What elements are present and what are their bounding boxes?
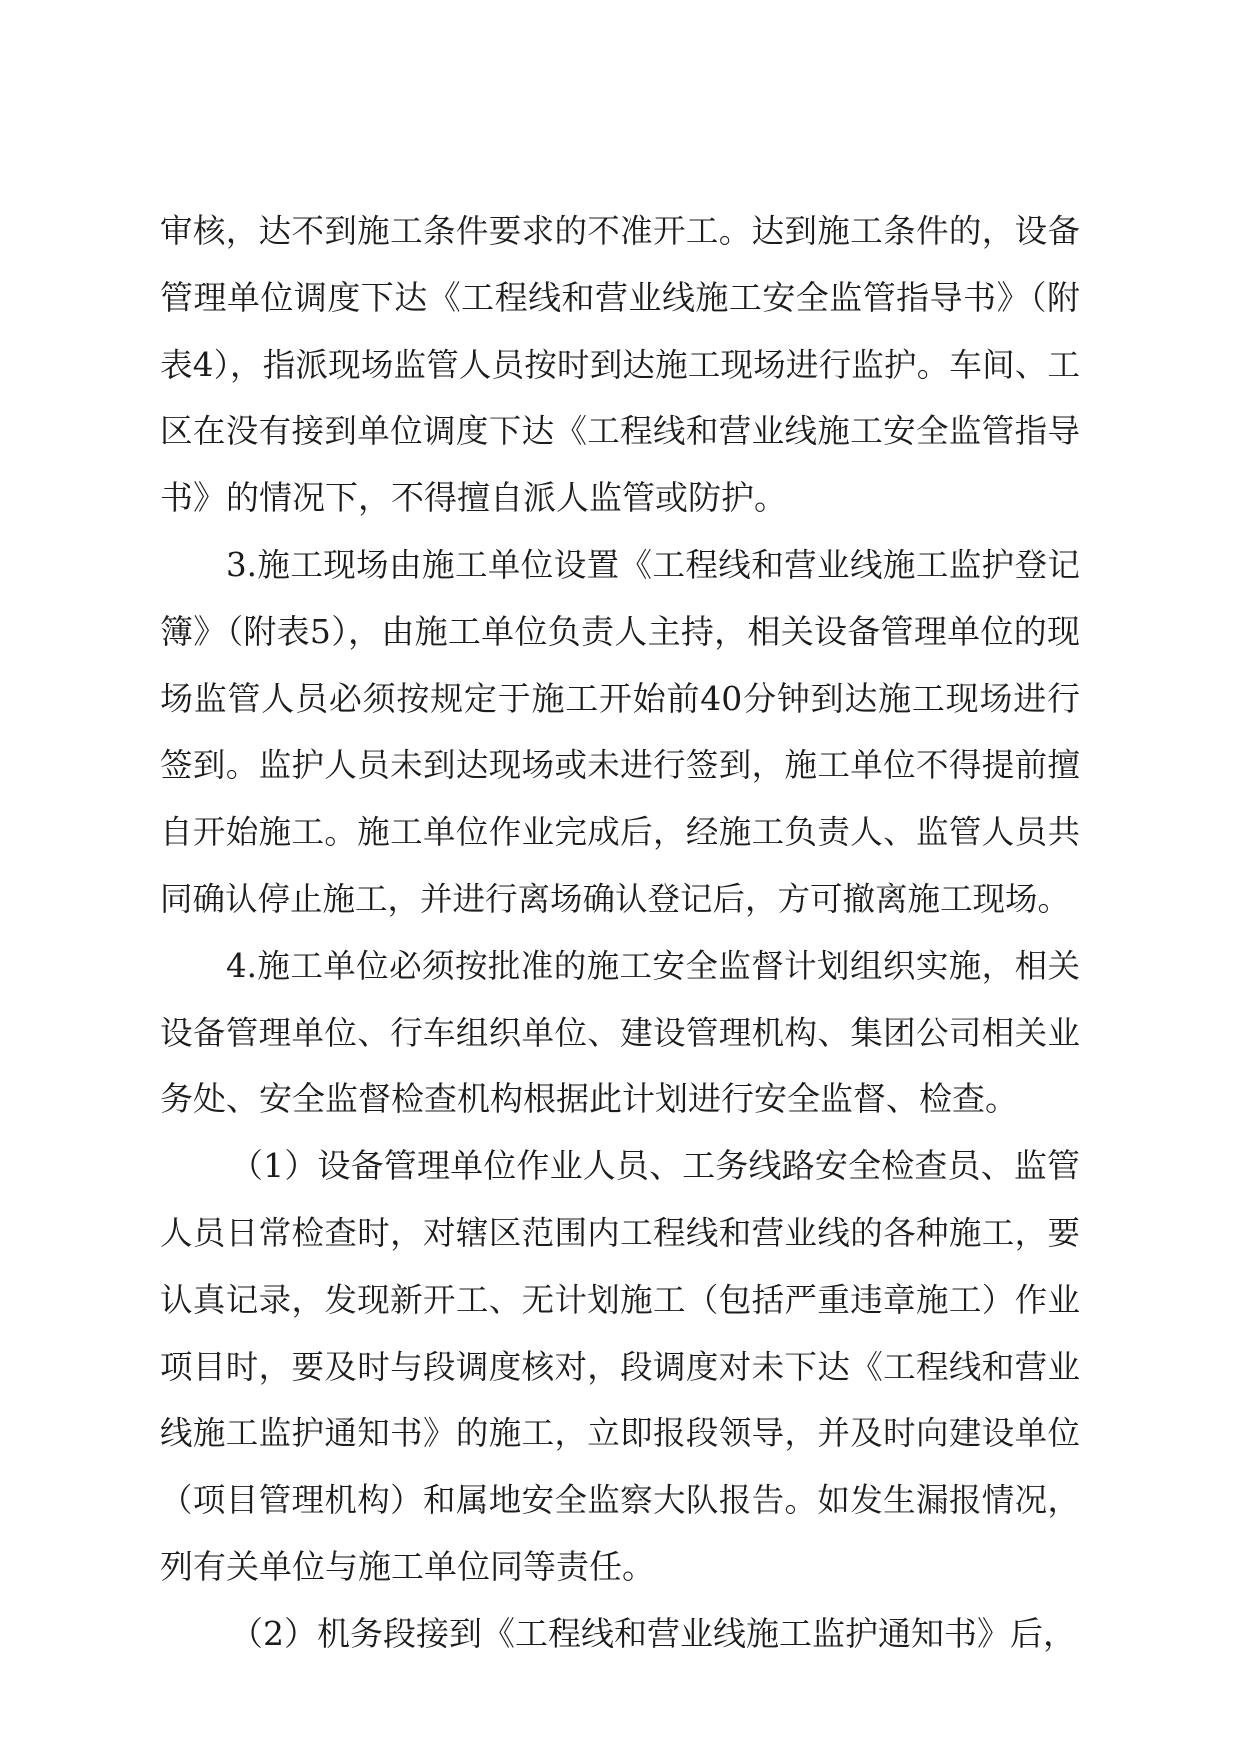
text-line: 务处、安全监督检查机构根据此计划进行安全监督、检查。 bbox=[160, 1079, 1018, 1119]
paragraph-start-line: （2）机务段接到《工程线和营业线施工监护通知书》后， bbox=[230, 1613, 1076, 1653]
paragraph-start-line: 3.施工现场由施工单位设置《工程线和营业线施工监护登记 bbox=[226, 545, 1080, 584]
text-line: 签到。监护人员未到达现场或未进行签到，施工单位不得提前擅 bbox=[160, 746, 1080, 785]
paragraph-start-line: 4.施工单位必须按批准的施工安全监督计划组织实施，相关 bbox=[226, 946, 1080, 985]
paragraph-start-line: （1）设备管理单位作业人员、工务线路安全检查员、监管 bbox=[230, 1146, 1080, 1186]
text-line: 设备管理单位、行车组织单位、建设管理机构、集团公司相关业 bbox=[160, 1013, 1080, 1052]
text-line: 场监管人员必须按规定于施工开始前40分钟到达施工现场进行 bbox=[160, 678, 1080, 718]
text-line: 表4），指派现场监管人员按时到达施工现场进行监护。车间、工 bbox=[160, 345, 1080, 384]
text-line: 项目时，要及时与段调度核对，段调度对未下达《工程线和营业 bbox=[160, 1347, 1080, 1386]
text-line: （项目管理机构）和属地安全监察大队报告。如发生漏报情况， bbox=[160, 1481, 1080, 1520]
document-body bbox=[160, 198, 1080, 1668]
text-line: 书》的情况下，不得擅自派人监管或防护。 bbox=[160, 478, 787, 518]
text-line: 审核，达不到施工条件要求的不准开工。达到施工条件的，设备 bbox=[160, 212, 1080, 250]
text-line: 簿》（附表5），由施工单位负责人主持，相关设备管理单位的现 bbox=[160, 611, 1080, 651]
text-line: 区在没有接到单位调度下达《工程线和营业线施工安全监管指导 bbox=[160, 412, 1080, 451]
text-line: 线施工监护通知书》的施工，立即报段领导，并及时向建设单位 bbox=[160, 1414, 1080, 1453]
text-line: 同确认停止施工，并进行离场确认登记后，方可撤离施工现场。 bbox=[160, 879, 1071, 918]
text-line: 管理单位调度下达《工程线和营业线施工安全监管指导书》（附 bbox=[160, 277, 1080, 317]
text-line: 自开始施工。施工单位作业完成后，经施工负责人、监管人员共 bbox=[160, 813, 1080, 852]
text-line: 人员日常检查时，对辖区范围内工程线和营业线的各种施工，要 bbox=[160, 1213, 1080, 1252]
text-line: 认真记录，发现新开工、无计划施工（包括严重违章施工）作业 bbox=[160, 1280, 1080, 1319]
text-line: 列有关单位与施工单位同等责任。 bbox=[160, 1546, 655, 1586]
